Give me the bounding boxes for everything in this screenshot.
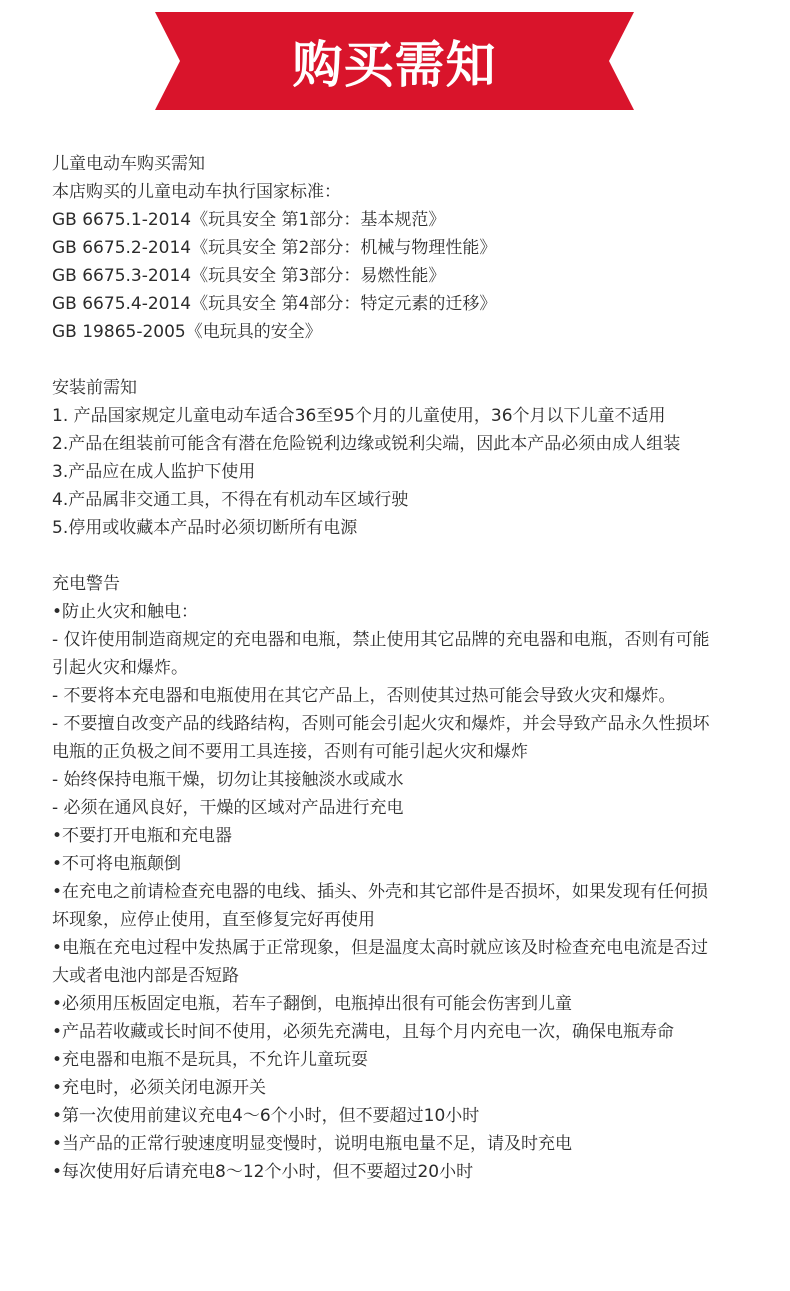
text-line: 本店购买的儿童电动车执行国家标准： (52, 182, 341, 202)
list-item: •充电时，必须关闭电源开关 (52, 1078, 267, 1098)
title-banner (155, 12, 634, 110)
list-item: 5.停用或收藏本产品时必须切断所有电源 (52, 518, 358, 538)
standard-item: GB 6675.2-2014《玩具安全 第2部分：机械与物理性能》 (52, 238, 497, 258)
notice-content (52, 150, 767, 1214)
list-item: 4.产品属非交通工具，不得在有机动车区域行驶 (52, 490, 409, 510)
list-item: - 仅许使用制造商规定的充电器和电瓶，禁止使用其它品牌的充电器和电瓶，否则有可能 (52, 630, 710, 650)
list-item: •必须用压板固定电瓶，若车子翻倒，电瓶掉出很有可能会伤害到儿童 (52, 994, 573, 1014)
list-item: - 不要将本充电器和电瓶使用在其它产品上，否则使其过热可能会导致火灾和爆炸。 (52, 686, 676, 706)
section-heading: 安装前需知 (52, 378, 137, 398)
standard-item: GB 6675.4-2014《玩具安全 第4部分：特定元素的迁移》 (52, 294, 497, 314)
list-item: •不要打开电瓶和充电器 (52, 826, 233, 846)
section-charging-warning (52, 570, 767, 1186)
list-item: - 必须在通风良好，干燥的区域对产品进行充电 (52, 798, 404, 818)
list-item: •充电器和电瓶不是玩具，不允许儿童玩耍 (52, 1050, 369, 1070)
list-item: •产品若收藏或长时间不使用，必须先充满电，且每个月内充电一次，确保电瓶寿命 (52, 1022, 675, 1042)
list-item: - 不要擅自改变产品的线路结构，否则可能会引起火灾和爆炸，并会导致产品永久性损坏 (52, 714, 710, 734)
list-item: •当产品的正常行驶速度明显变慢时，说明电瓶电量不足，请及时充电 (52, 1134, 573, 1154)
page-title: 购买需知 (292, 36, 497, 94)
list-item: 2.产品在组装前可能含有潜在危险锐利边缘或锐利尖端，因此本产品必须由成人组装 (52, 434, 681, 454)
standard-item: GB 6675.3-2014《玩具安全 第3部分：易燃性能》 (52, 266, 446, 286)
standard-item: GB 19865-2005《电玩具的安全》 (52, 322, 322, 342)
list-item: 3.产品应在成人监护下使用 (52, 462, 256, 482)
list-item: - 始终保持电瓶干燥，切勿让其接触淡水或咸水 (52, 770, 404, 790)
section-heading: 儿童电动车购买需知 (52, 154, 205, 174)
list-item: 1. 产品国家规定儿童电动车适合36至95个月的儿童使用，36个月以下儿童不适用 (52, 406, 666, 426)
list-item: •不可将电瓶颠倒 (52, 854, 182, 874)
list-item: 大或者电池内部是否短路 (52, 966, 239, 986)
list-item: •防止火灾和触电： (52, 602, 199, 622)
list-item: •在充电之前请检查充电器的电线、插头、外壳和其它部件是否损坏，如果发现有任何损 (52, 882, 709, 902)
list-item: •第一次使用前建议充电4～6个小时，但不要超过10小时 (52, 1106, 480, 1126)
list-item: •每次使用好后请充电8～12个小时，但不要超过20小时 (52, 1162, 474, 1182)
section-heading: 充电警告 (52, 574, 120, 594)
standard-item: GB 6675.1-2014《玩具安全 第1部分：基本规范》 (52, 210, 446, 230)
list-item: 坏现象，应停止使用，直至修复完好再使用 (52, 910, 375, 930)
list-item: 引起火灾和爆炸。 (52, 658, 188, 678)
list-item: •电瓶在充电过程中发热属于正常现象，但是温度太高时就应该及时检查充电电流是否过 (52, 938, 709, 958)
list-item: 电瓶的正负极之间不要用工具连接，否则有可能引起火灾和爆炸 (52, 742, 528, 762)
section-before-assembly (52, 374, 767, 542)
section-national-standards (52, 150, 767, 346)
